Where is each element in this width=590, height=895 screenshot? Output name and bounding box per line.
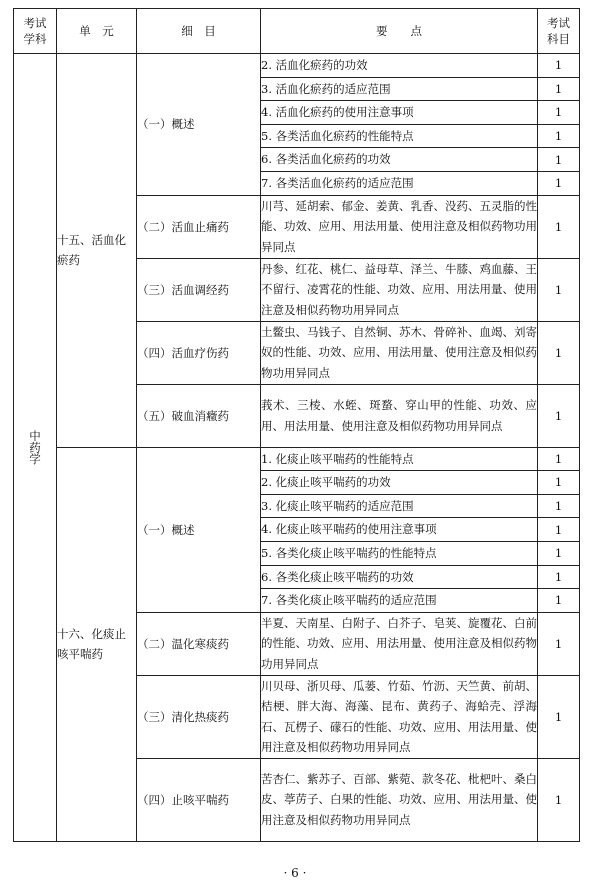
header-grade: 考试 科目 — [538, 9, 580, 54]
section-cell: （三）活血调经药 — [137, 258, 261, 321]
grade-cell: 1 — [538, 447, 580, 471]
table-row — [14, 447, 580, 471]
grade-cell: 1 — [538, 148, 580, 172]
grade-cell: 1 — [538, 471, 580, 495]
point-cell: 川芎、延胡索、郁金、姜黄、乳香、没药、五灵脂的性能、功效、应用、用法用量、使用注意及相似药物功用异同点 — [261, 195, 538, 258]
header-subject: 考试 学科 — [14, 9, 57, 54]
grade-cell: 1 — [538, 612, 580, 675]
point-cell: 7. 各类化痰止咳平喘药的适应范围 — [261, 589, 538, 613]
point-cell: 2. 化痰止咳平喘药的功效 — [261, 471, 538, 495]
grade-cell: 1 — [538, 565, 580, 589]
section-cell: （五）破血消癥药 — [137, 384, 261, 447]
grade-cell: 1 — [538, 124, 580, 148]
grade-cell: 1 — [538, 541, 580, 565]
section-cell: （一）概述 — [137, 54, 261, 196]
point-cell: 川贝母、浙贝母、瓜蒌、竹茹、竹沥、天竺黄、前胡、桔梗、胖大海、海藻、昆布、黄药子、海蛤壳、浮海石、瓦楞子、礞石的性能、功效、应用、用法用量、使用注意及相似药物功用异同点 — [261, 675, 538, 758]
point-cell: 半夏、天南星、白附子、白芥子、皂荚、旋覆花、白前的性能、功效、应用、用法用量、使用注意及相似药物功用异同点 — [261, 612, 538, 675]
point-cell: 2. 活血化瘀药的功效 — [261, 54, 538, 78]
grade-cell: 1 — [538, 675, 580, 758]
grade-cell: 1 — [538, 54, 580, 78]
page-number: · 6 · — [283, 866, 307, 880]
section-cell: （三）清化热痰药 — [137, 675, 261, 758]
section-cell: （一）概述 — [137, 447, 261, 612]
point-cell: 莪术、三棱、水蛭、斑蝥、穿山甲的性能、功效、应用、用法用量、使用注意及相似药物功用异同点 — [261, 384, 538, 447]
grade-cell: 1 — [538, 258, 580, 321]
grade-cell: 1 — [538, 195, 580, 258]
point-cell: 5. 各类化痰止咳平喘药的性能特点 — [261, 541, 538, 565]
point-cell: 3. 活血化瘀药的适应范围 — [261, 77, 538, 101]
table-body — [14, 54, 580, 842]
unit-cell: 十五、活血化瘀药 — [57, 54, 137, 448]
point-cell: 7. 各类活血化瘀药的适应范围 — [261, 171, 538, 195]
point-cell: 丹参、红花、桃仁、益母草、泽兰、牛膝、鸡血藤、王不留行、凌霄花的性能、功效、应用、用法用量、使用注意及相似药物功用异同点 — [261, 258, 538, 321]
header-section: 细 目 — [137, 9, 261, 54]
grade-cell: 1 — [538, 101, 580, 125]
subject-cell: 中药学 — [14, 54, 57, 842]
point-cell: 6. 各类化痰止咳平喘药的功效 — [261, 565, 538, 589]
header-points: 要 点 — [261, 9, 538, 54]
section-cell: （二）活血止痛药 — [137, 195, 261, 258]
section-cell: （四）活血疗伤药 — [137, 321, 261, 384]
grade-cell: 1 — [538, 758, 580, 841]
point-cell: 苦杏仁、紫苏子、百部、紫菀、款冬花、枇杷叶、桑白皮、葶苈子、白果的性能、功效、应用、用法用量、使用注意及相似药物功用异同点 — [261, 758, 538, 841]
grade-cell: 1 — [538, 77, 580, 101]
grade-cell: 1 — [538, 171, 580, 195]
point-cell: 5. 各类活血化瘀药的性能特点 — [261, 124, 538, 148]
point-cell: 1. 化痰止咳平喘药的性能特点 — [261, 447, 538, 471]
grade-cell: 1 — [538, 589, 580, 613]
syllabus-table — [13, 8, 580, 842]
point-cell: 4. 活血化瘀药的使用注意事项 — [261, 101, 538, 125]
unit-cell: 十六、化痰止咳平喘药 — [57, 447, 137, 841]
point-cell: 4. 化痰止咳平喘药的使用注意事项 — [261, 518, 538, 542]
grade-cell: 1 — [538, 494, 580, 518]
section-cell: （二）温化寒痰药 — [137, 612, 261, 675]
table-header — [14, 9, 580, 54]
grade-cell: 1 — [538, 321, 580, 384]
point-cell: 6. 各类活血化瘀药的功效 — [261, 148, 538, 172]
header-unit: 单 元 — [57, 9, 137, 54]
section-cell: （四）止咳平喘药 — [137, 758, 261, 841]
grade-cell: 1 — [538, 518, 580, 542]
grade-cell: 1 — [538, 384, 580, 447]
point-cell: 土鳖虫、马钱子、自然铜、苏木、骨碎补、血竭、刘寄奴的性能、功效、应用、用法用量、使用注意及相似药物功用异同点 — [261, 321, 538, 384]
point-cell: 3. 化痰止咳平喘药的适应范围 — [261, 494, 538, 518]
table-row — [14, 54, 580, 78]
